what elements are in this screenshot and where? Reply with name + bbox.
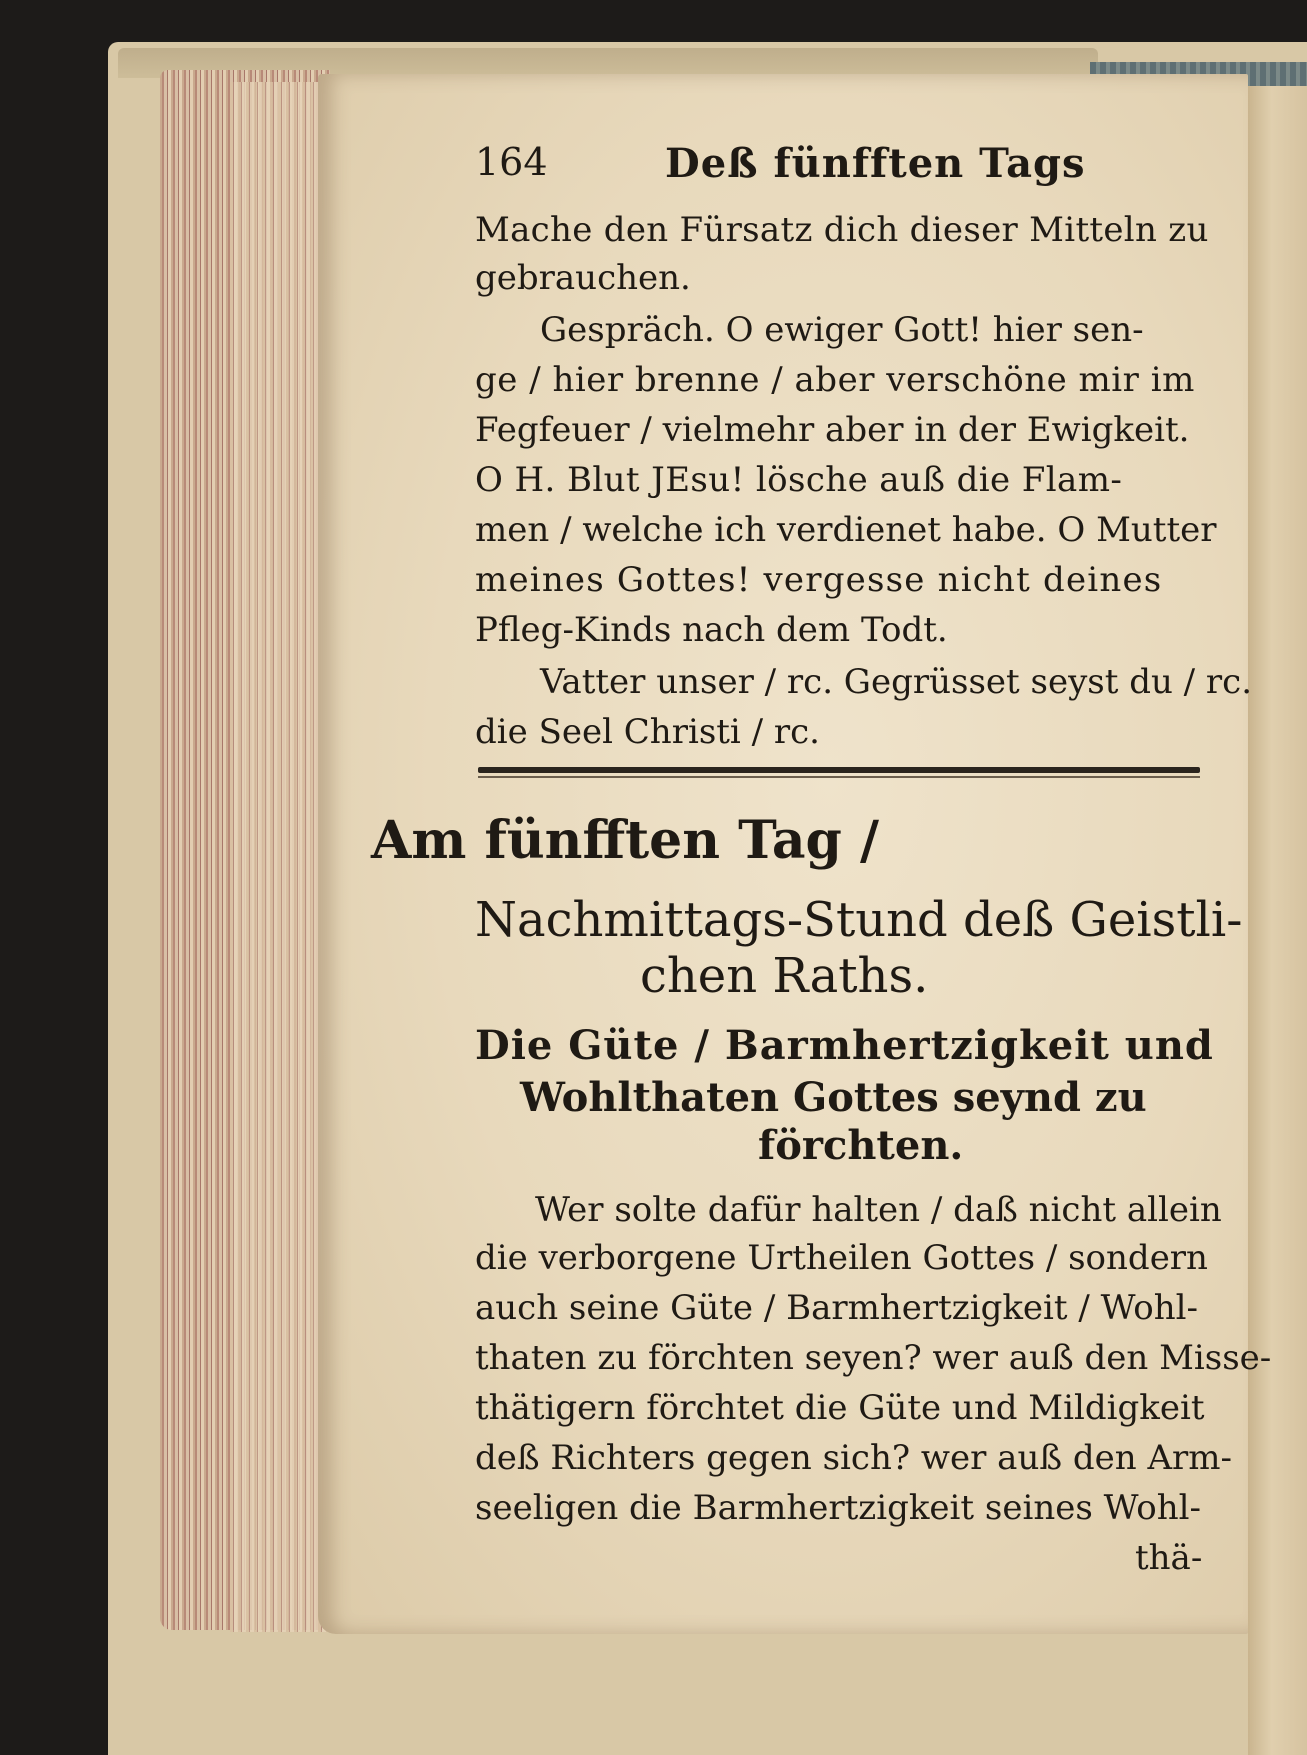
text-line: Vatter unser / rc. Gegrüsset seyst du / rc. bbox=[540, 662, 1253, 702]
body-text-line: deß Richters gegen sich? wer auß den Arm- bbox=[475, 1438, 1232, 1478]
chapter-heading-line: Die Güte / Barmhertzigkeit und bbox=[475, 1022, 1214, 1069]
text-line: O H. Blut JEsu! lösche auß die Flam- bbox=[475, 460, 1123, 500]
text-line: meines Gottes! vergesse nicht deines bbox=[475, 560, 1163, 600]
page-number: 164 bbox=[475, 140, 548, 184]
facing-page-edge bbox=[1248, 86, 1307, 1755]
section-divider bbox=[478, 767, 1200, 773]
text-line: men / welche ich verdienet habe. O Mutter bbox=[475, 510, 1217, 550]
running-head: Deß fünfften Tags bbox=[665, 140, 1086, 187]
section-subtitle-line: Nachmittags-Stund deß Geistli- bbox=[475, 892, 1243, 948]
catchword: thä- bbox=[1135, 1538, 1203, 1578]
page-header bbox=[475, 140, 1095, 190]
section-subtitle-line: chen Raths. bbox=[640, 948, 929, 1004]
body-text-line: thätigern förchtet die Güte und Mildigkeit bbox=[475, 1388, 1205, 1428]
chapter-heading-line: Wohlthaten Gottes seynd zu bbox=[520, 1074, 1147, 1121]
text-line: gebrauchen. bbox=[475, 258, 691, 298]
body-text-line: auch seine Güte / Barmhertzigkeit / Wohl- bbox=[475, 1288, 1199, 1328]
body-text-line: seeligen die Barmhertzigkeit seines Wohl- bbox=[475, 1488, 1201, 1528]
text-line: Pfleg-Kinds nach dem Todt. bbox=[475, 610, 948, 650]
text-line: Mache den Fürsatz dich dieser Mitteln zu bbox=[475, 210, 1209, 250]
section-title: Am fünfften Tag / bbox=[370, 810, 879, 871]
body-text-line: die verborgene Urtheilen Gottes / sondern bbox=[475, 1238, 1208, 1278]
body-text-line: thaten zu förchten seyen? wer auß den Misse- bbox=[475, 1338, 1272, 1378]
chapter-heading-line: förchten. bbox=[758, 1122, 964, 1169]
text-line: Fegfeuer / vielmehr aber in der Ewigkeit. bbox=[475, 410, 1190, 450]
text-line: ge / hier brenne / aber verschöne mir im bbox=[475, 360, 1195, 400]
section-divider-thin bbox=[478, 776, 1200, 778]
text-line: Gespräch. O ewiger Gott! hier sen- bbox=[540, 310, 1144, 350]
body-text-line: Wer solte dafür halten / daß nicht allein bbox=[535, 1190, 1222, 1230]
text-line: die Seel Christi / rc. bbox=[475, 712, 820, 752]
